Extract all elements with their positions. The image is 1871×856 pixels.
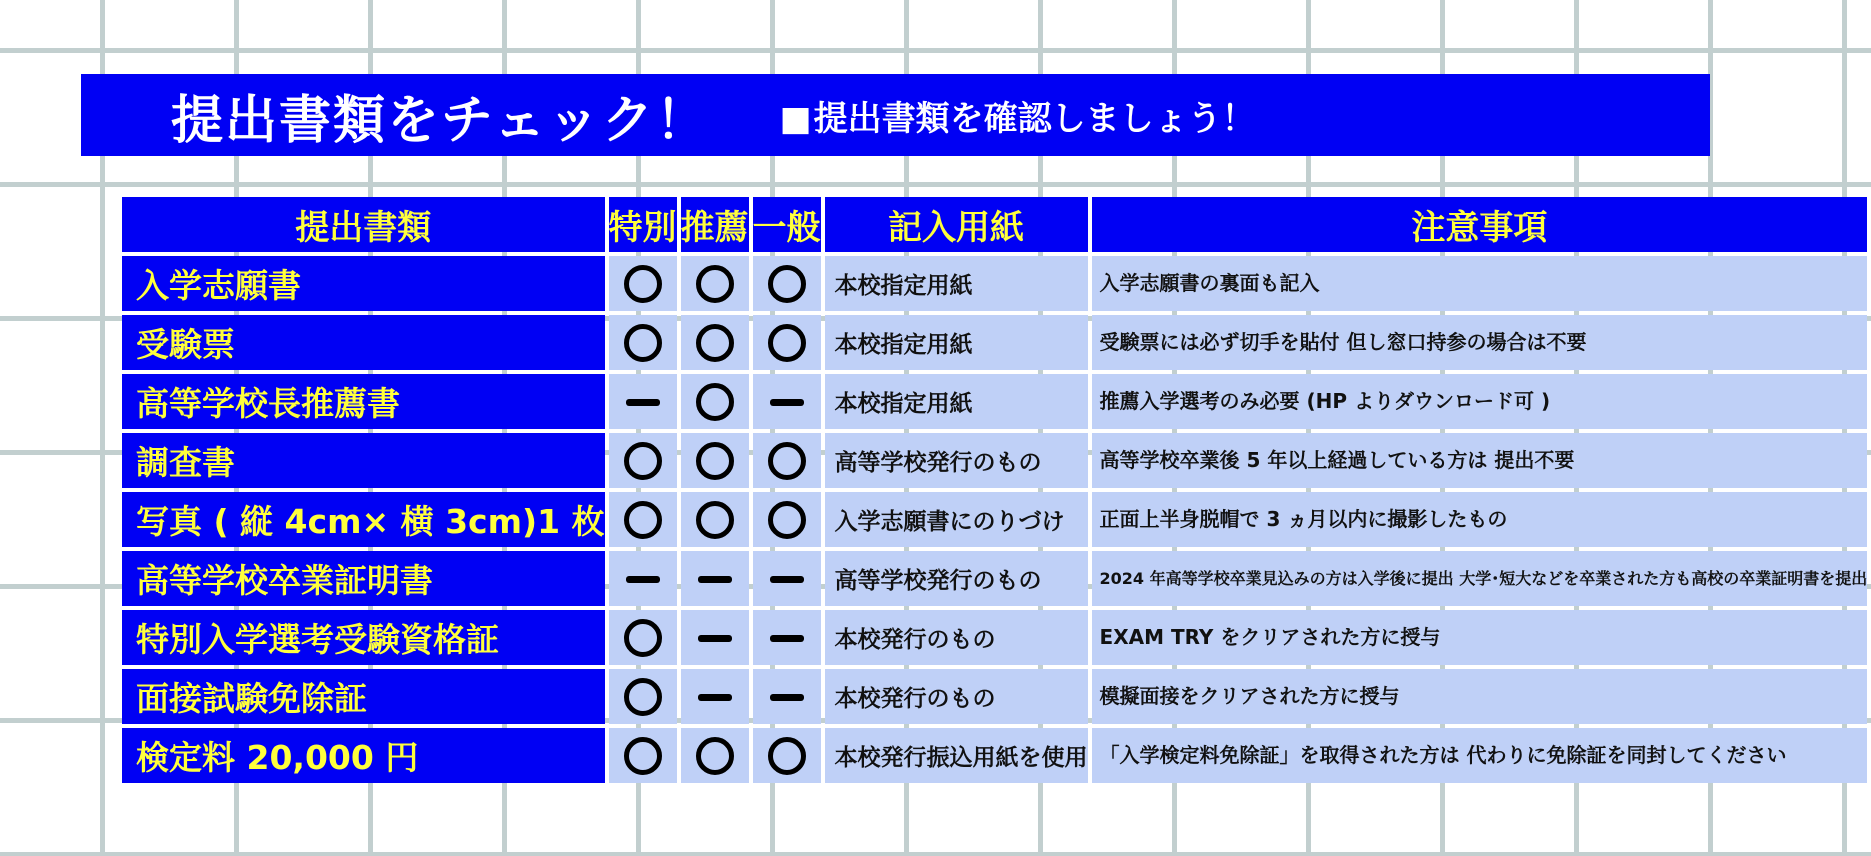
requirement-cell-general bbox=[753, 728, 821, 783]
form-type: 入学志願書にのりづけ bbox=[825, 492, 1088, 547]
circle-icon bbox=[624, 265, 662, 303]
requirement-cell-recommend bbox=[681, 315, 749, 370]
page-subtitle bbox=[779, 91, 1255, 140]
document-name: 高等学校卒業証明書 bbox=[122, 551, 605, 606]
circle-icon bbox=[768, 265, 806, 303]
circle-icon bbox=[624, 619, 662, 657]
table-row bbox=[122, 315, 1867, 370]
header-form: 記入用紙 bbox=[825, 197, 1088, 252]
circle-icon bbox=[768, 737, 806, 775]
requirement-cell-general bbox=[753, 669, 821, 724]
note-text: 2024 年高等学校卒業見込みの方は入学後に提出 大学･短大などを卒業された方も高校の卒業証明書を提出 bbox=[1092, 551, 1868, 606]
form-type: 本校発行のもの bbox=[825, 610, 1088, 665]
circle-icon bbox=[696, 737, 734, 775]
requirement-cell-special bbox=[609, 374, 677, 429]
form-type: 本校発行振込用紙を使用 bbox=[825, 728, 1088, 783]
requirement-cell-special bbox=[609, 669, 677, 724]
dash-icon bbox=[698, 694, 732, 701]
note-text: 高等学校卒業後 5 年以上経過している方は 提出不要 bbox=[1092, 433, 1868, 488]
header-recommendation: 推薦 bbox=[681, 197, 749, 252]
circle-icon bbox=[696, 265, 734, 303]
document-name: 受験票 bbox=[122, 315, 605, 370]
requirement-cell-general bbox=[753, 433, 821, 488]
note-text: 正面上半身脱帽で 3 ヵ月以内に撮影したもの bbox=[1092, 492, 1868, 547]
requirement-cell-recommend bbox=[681, 433, 749, 488]
form-type: 本校指定用紙 bbox=[825, 315, 1088, 370]
requirement-cell-special bbox=[609, 433, 677, 488]
requirement-cell-special bbox=[609, 256, 677, 311]
documents-table bbox=[118, 193, 1871, 787]
form-type: 本校指定用紙 bbox=[825, 256, 1088, 311]
square-bullet-icon: ■ bbox=[779, 98, 812, 139]
document-name: 検定料 20,000 円 bbox=[122, 728, 605, 783]
circle-icon bbox=[696, 383, 734, 421]
table-row bbox=[122, 256, 1867, 311]
circle-icon bbox=[768, 501, 806, 539]
requirement-cell-special bbox=[609, 315, 677, 370]
header-special: 特別 bbox=[609, 197, 677, 252]
table-row bbox=[122, 492, 1867, 547]
requirement-cell-special bbox=[609, 728, 677, 783]
requirement-cell-recommend bbox=[681, 492, 749, 547]
requirement-cell-general bbox=[753, 374, 821, 429]
note-text: 推薦入学選考のみ必要 (HP よりダウンロード可 ) bbox=[1092, 374, 1868, 429]
note-text: 入学志願書の裏面も記入 bbox=[1092, 256, 1868, 311]
form-type: 本校発行のもの bbox=[825, 669, 1088, 724]
table-row bbox=[122, 669, 1867, 724]
requirement-cell-special bbox=[609, 610, 677, 665]
circle-icon bbox=[768, 442, 806, 480]
dash-icon bbox=[626, 576, 660, 583]
document-name: 調査書 bbox=[122, 433, 605, 488]
note-text: 模擬面接をクリアされた方に授与 bbox=[1092, 669, 1868, 724]
document-name: 入学志願書 bbox=[122, 256, 605, 311]
note-text: 「入学検定料免除証」を取得された方は 代わりに免除証を同封してください bbox=[1092, 728, 1868, 783]
table-row bbox=[122, 728, 1867, 783]
document-name: 高等学校長推薦書 bbox=[122, 374, 605, 429]
requirement-cell-recommend bbox=[681, 669, 749, 724]
form-type: 高等学校発行のもの bbox=[825, 551, 1088, 606]
circle-icon bbox=[624, 678, 662, 716]
requirement-cell-general bbox=[753, 315, 821, 370]
table-row bbox=[122, 551, 1867, 606]
dash-icon bbox=[770, 635, 804, 642]
dash-icon bbox=[626, 399, 660, 406]
subtitle-text: 提出書類を確認しましょう！ bbox=[813, 98, 1256, 139]
form-type: 本校指定用紙 bbox=[825, 374, 1088, 429]
circle-icon bbox=[624, 501, 662, 539]
dash-icon bbox=[698, 576, 732, 583]
dash-icon bbox=[770, 399, 804, 406]
requirement-cell-recommend bbox=[681, 610, 749, 665]
dash-icon bbox=[770, 694, 804, 701]
document-name: 写真 ( 縦 4cm× 横 3cm)1 枚 bbox=[122, 492, 605, 547]
requirement-cell-general bbox=[753, 610, 821, 665]
header-documents: 提出書類 bbox=[122, 197, 605, 252]
form-type: 高等学校発行のもの bbox=[825, 433, 1088, 488]
table-row bbox=[122, 433, 1867, 488]
header-general: 一般 bbox=[753, 197, 821, 252]
circle-icon bbox=[696, 442, 734, 480]
note-text: EXAM TRY をクリアされた方に授与 bbox=[1092, 610, 1868, 665]
requirement-cell-recommend bbox=[681, 551, 749, 606]
requirement-cell-general bbox=[753, 551, 821, 606]
requirement-cell-general bbox=[753, 256, 821, 311]
requirement-cell-special bbox=[609, 492, 677, 547]
table-row bbox=[122, 610, 1867, 665]
circle-icon bbox=[624, 324, 662, 362]
circle-icon bbox=[624, 442, 662, 480]
document-name: 面接試験免除証 bbox=[122, 669, 605, 724]
requirement-cell-recommend bbox=[681, 374, 749, 429]
circle-icon bbox=[696, 324, 734, 362]
requirement-cell-general bbox=[753, 492, 821, 547]
page-title: 提出書類をチェック！ bbox=[171, 90, 710, 151]
requirement-cell-special bbox=[609, 551, 677, 606]
circle-icon bbox=[768, 324, 806, 362]
header-notes: 注意事項 bbox=[1092, 197, 1868, 252]
table-row bbox=[122, 374, 1867, 429]
header-banner bbox=[81, 74, 1710, 156]
circle-icon bbox=[624, 737, 662, 775]
document-name: 特別入学選考受験資格証 bbox=[122, 610, 605, 665]
requirement-cell-recommend bbox=[681, 256, 749, 311]
circle-icon bbox=[696, 501, 734, 539]
dash-icon bbox=[698, 635, 732, 642]
table-header-row bbox=[122, 197, 1867, 252]
dash-icon bbox=[770, 576, 804, 583]
requirement-cell-recommend bbox=[681, 728, 749, 783]
note-text: 受験票には必ず切手を貼付 但し窓口持参の場合は不要 bbox=[1092, 315, 1868, 370]
